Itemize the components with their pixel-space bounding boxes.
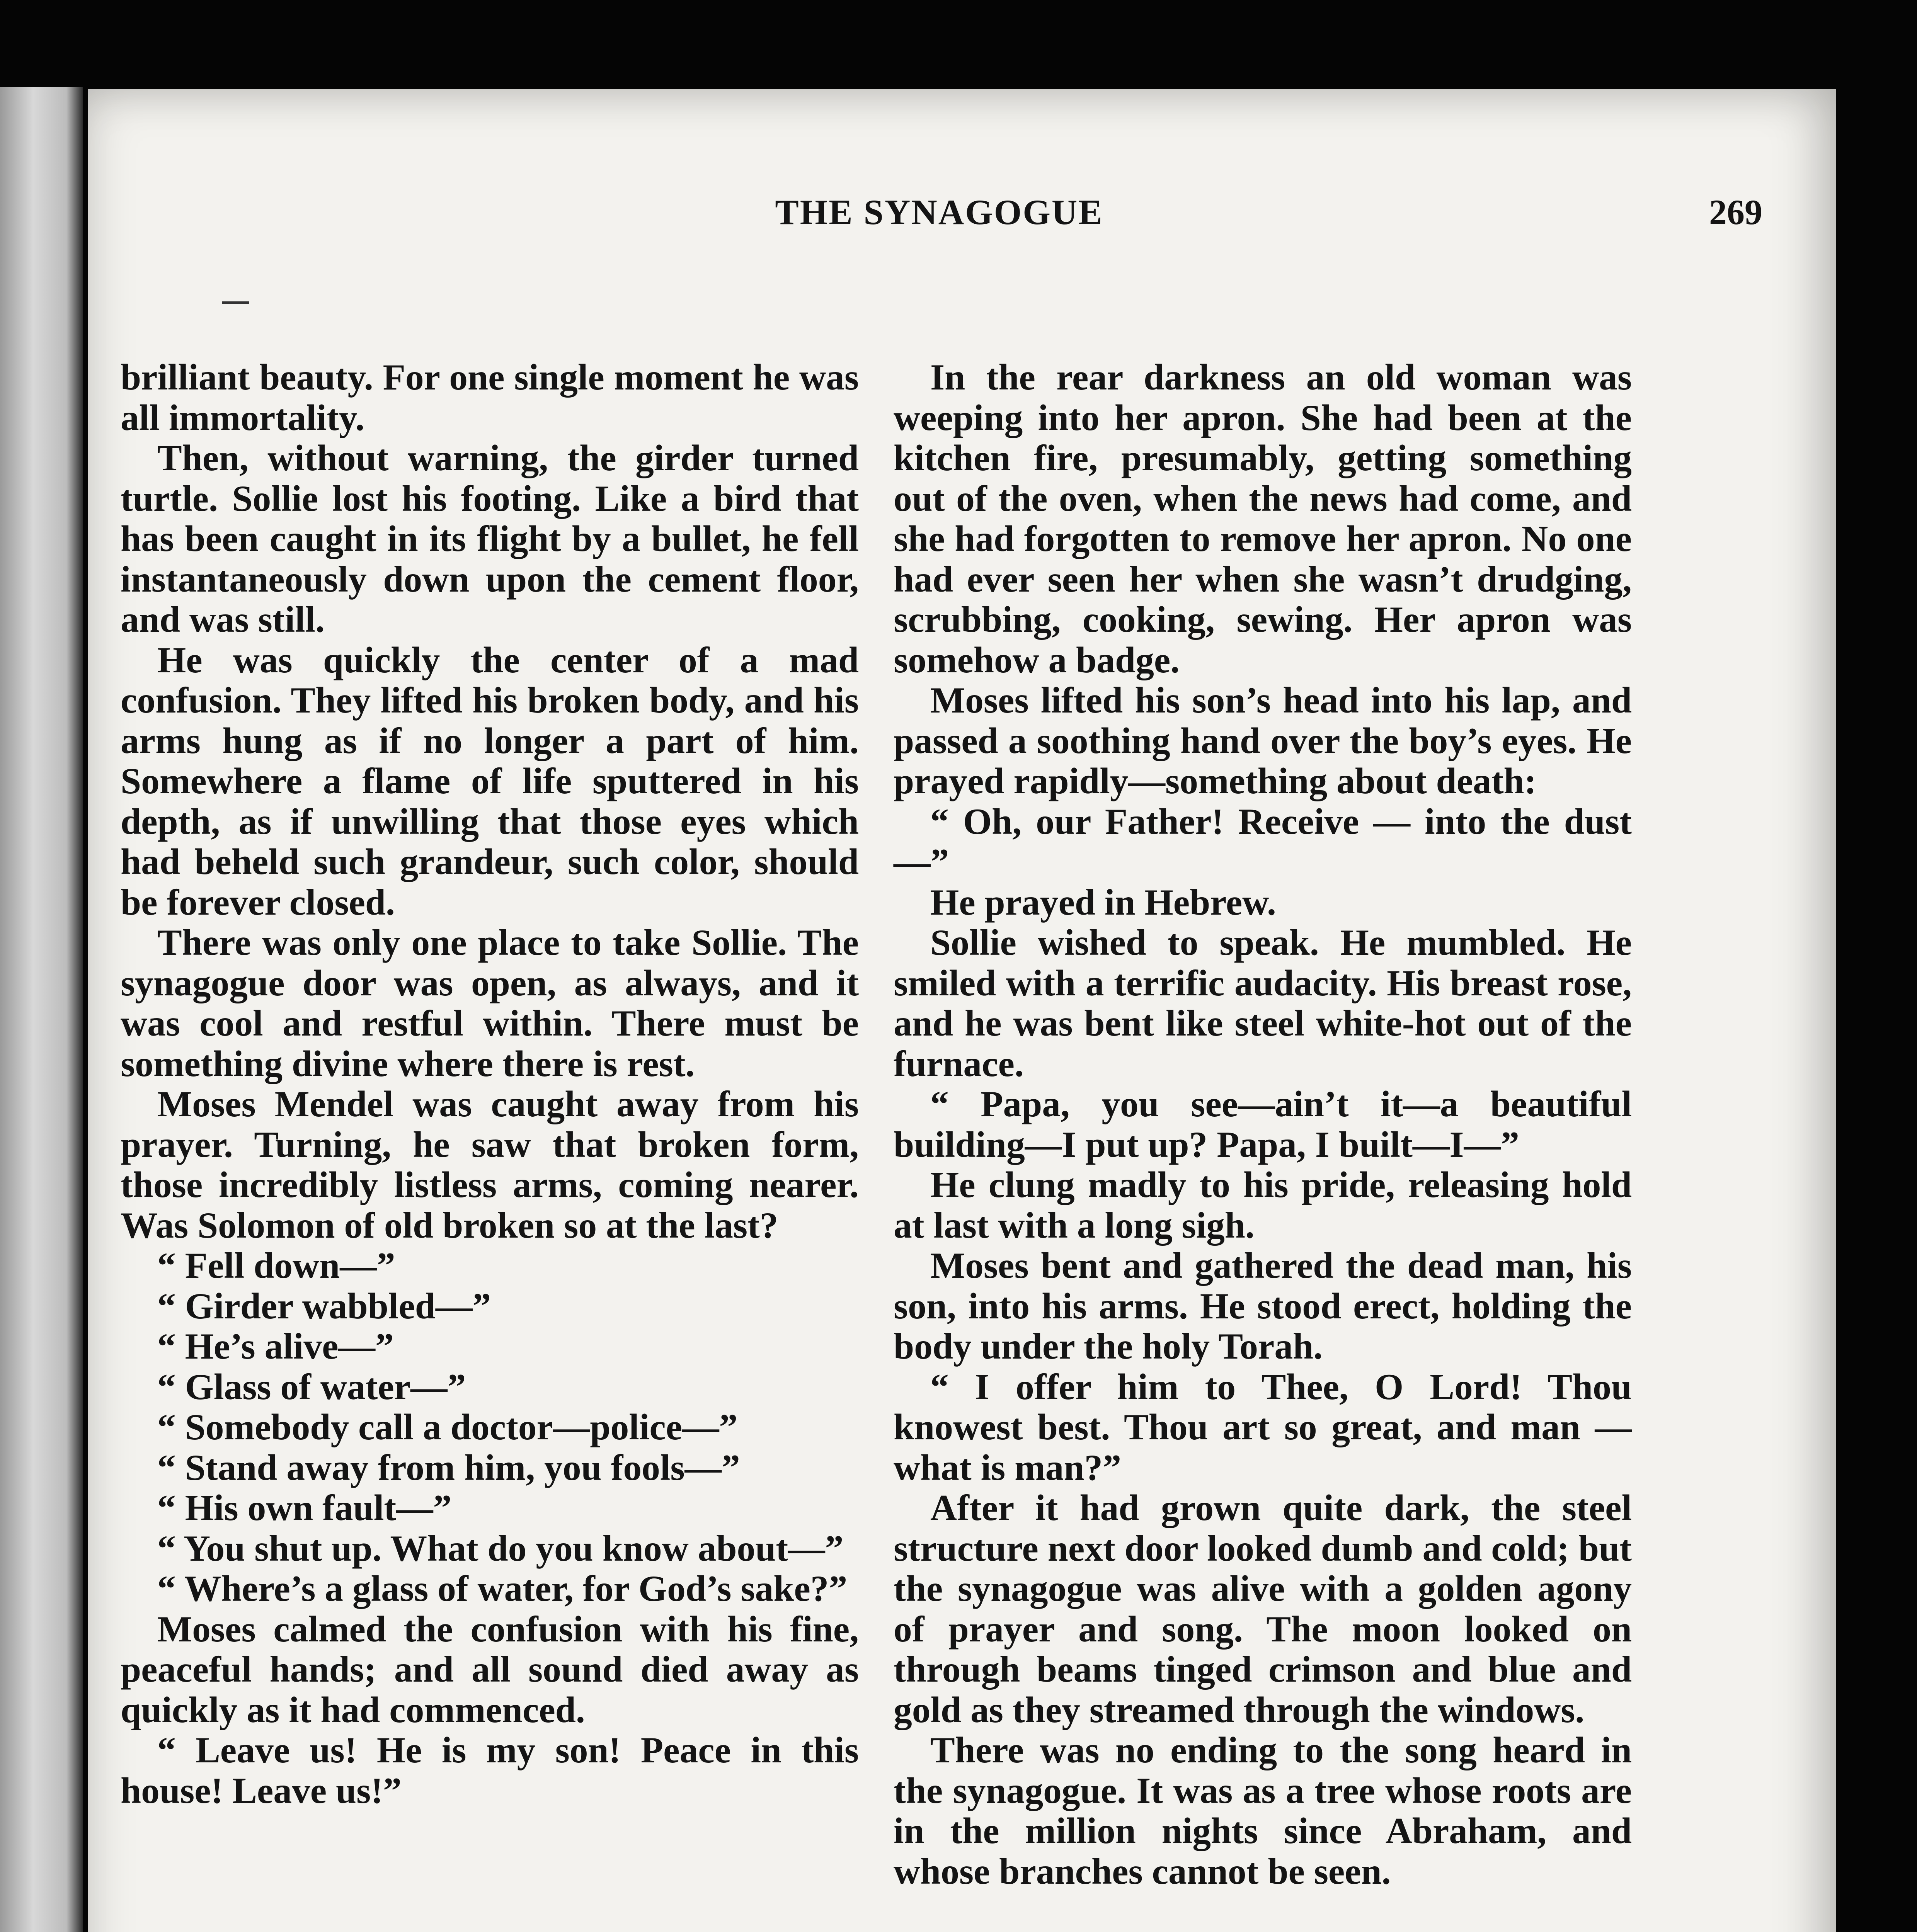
paragraph: After it had grown quite dark, the steel structure next door looked dumb and cold; but the synagogue was alive with a golden agony of prayer and song. The moon looked on through beams tinged crimson and blue and gold as they streamed through the windows.	[894, 1487, 1632, 1730]
paragraph: There was only one place to take Sollie. The synagogue door was open, as always, and it was cool and restful within. There must be something divine where there is rest.	[121, 922, 859, 1084]
right-column	[894, 357, 1632, 1891]
paragraph: “ Where’s a glass of water, for God’s sake?”	[157, 1568, 848, 1609]
paragraph: brilliant beauty. For one single moment he was all immortality.	[121, 357, 859, 438]
page-number: 269	[1709, 192, 1762, 232]
page-mark	[222, 301, 249, 304]
paragraph: Moses calmed the confusion with his fine, peaceful hands; and all sound died away as quickly as it had commenced.	[121, 1608, 859, 1730]
paragraph: “ Glass of water—”	[157, 1366, 466, 1407]
paragraph: Moses lifted his son’s head into his lap, and passed a soothing hand over the boy’s eyes. He prayed rapidly—something about death:	[894, 680, 1632, 801]
paragraph: Moses Mendel was caught away from his prayer. Turning, he saw that broken form, those incredibly listless arms, coming nearer. Was Solomon of old broken so at the last?	[121, 1083, 859, 1246]
paragraph: Sollie wished to speak. He mumbled. He smiled with a terrific audacity. His breast rose, and he was bent like steel white-hot out of the furnace.	[894, 922, 1632, 1084]
paragraph: He clung madly to his pride, releasing hold at last with a long sigh.	[894, 1164, 1632, 1246]
paragraph: Moses bent and gathered the dead man, his son, into his arms. He stood erect, holding the body under the holy Torah.	[894, 1245, 1632, 1367]
paragraph: “ Papa, you see—ain’t it—a beautiful building—I put up? Papa, I built—I—”	[894, 1083, 1632, 1165]
left-column	[121, 357, 859, 1811]
paragraph: He prayed in Hebrew.	[930, 881, 1276, 923]
paragraph: There was no ending to the song heard in the synagogue. It was as a tree whose roots are in the million nights since Abraham, and whose branches cannot be seen.	[894, 1730, 1632, 1892]
paragraph: Then, without warning, the girder turned turtle. Sollie lost his footing. Like a bird that has been caught in its flight by a bullet, he fell instantaneously down upon the cement floor, and was still.	[121, 437, 859, 640]
previous-page-edge	[0, 87, 83, 1932]
paragraph: “ Fell down—”	[157, 1245, 395, 1286]
paragraph: “ Somebody call a doctor—police—”	[157, 1406, 738, 1447]
paragraph: He was quickly the center of a mad confusion. They lifted his broken body, and his arms hung as if no longer a part of him. Somewhere a flame of life sputtered in his depth, as if unwilling that those eyes which had beheld such grandeur, such color, should be forever closed.	[121, 639, 859, 923]
paragraph: “ You shut up. What do you know about—”	[157, 1527, 844, 1569]
paragraph: “ Stand away from him, you fools—”	[157, 1447, 740, 1488]
paragraph: “ Leave us! He is my son! Peace in this house! Leave us!”	[121, 1730, 859, 1811]
paragraph: “ His own fault—”	[157, 1487, 452, 1528]
paragraph: “ Girder wabbled—”	[157, 1285, 491, 1327]
paragraph: “ I offer him to Thee, O Lord! Thou knowest best. Thou art so great, and man —what is man?”	[894, 1366, 1632, 1488]
running-header	[116, 192, 1762, 253]
running-title: THE SYNAGOGUE	[775, 192, 1103, 232]
paragraph: In the rear darkness an old woman was weeping into her apron. She had been at the kitchen fire, presumably, getting something out of the oven, when the news had come, and she had forgotten to remove her apron. No one had ever seen her when she wasn’t drudging, scrubbing, cooking, sewing. Her apron was somehow a badge.	[894, 357, 1632, 680]
paragraph: “ He’s alive—”	[157, 1326, 394, 1367]
paragraph: “ Oh, our Father! Receive — into the dust—”	[894, 801, 1632, 882]
